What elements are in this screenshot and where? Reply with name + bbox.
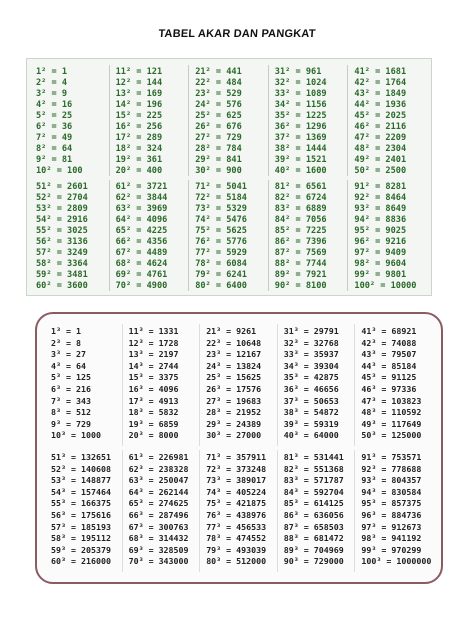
cube-entry: 79³ = 493039 — [206, 544, 267, 555]
cube-entry: 81³ = 531441 — [283, 452, 344, 462]
square-entry: 65² = 4225 — [115, 226, 168, 236]
cube-entry: 65³ = 274625 — [128, 498, 189, 509]
square-entry: 90² = 8100 — [274, 281, 327, 291]
square-entry: 89² = 7921 — [274, 270, 327, 280]
cube-entry: 95³ = 857375 — [361, 498, 422, 509]
square-entry: 99² = 9801 — [354, 270, 407, 280]
square-entry: 26² = 676 — [195, 122, 242, 132]
square-entry: 52² = 2704 — [36, 193, 88, 203]
cube-entry: 75³ = 421875 — [206, 498, 267, 509]
square-entry: 63² = 3969 — [115, 204, 168, 214]
square-block-top-1 — [30, 65, 110, 176]
cube-entry: 68³ = 314432 — [128, 533, 189, 544]
square-entry: 6² = 36 — [36, 122, 73, 132]
square-entry: 54² = 2916 — [36, 215, 88, 225]
square-entry: 27² = 729 — [195, 133, 242, 143]
square-entry: 60² = 3600 — [36, 281, 88, 291]
cube-entry: 55³ = 166375 — [51, 498, 111, 509]
square-entry: 20² = 400 — [115, 166, 163, 176]
square-entry: 23² = 529 — [195, 89, 242, 99]
square-entry: 78² = 6084 — [195, 259, 247, 269]
square-entry: 10² = 100 — [36, 166, 83, 176]
cube-entry: 42³ = 74088 — [361, 337, 417, 348]
square-entry: 81² = 6561 — [274, 182, 327, 192]
square-entry: 87² = 7569 — [274, 248, 327, 258]
square-entry: 74² = 5476 — [195, 215, 247, 225]
square-entry: 33² = 1089 — [274, 89, 327, 99]
cube-entry: 83³ = 571787 — [283, 475, 344, 486]
cube-entry: 27³ = 19683 — [206, 395, 262, 406]
square-entry: 25² = 625 — [195, 111, 242, 121]
square-entry: 77² = 5929 — [195, 248, 247, 258]
square-entry: 95² = 9025 — [354, 226, 407, 236]
square-block-top-3 — [189, 65, 269, 176]
square-entry: 61² = 3721 — [115, 182, 168, 192]
square-entry: 100² = 10000 — [354, 281, 417, 291]
cube-entry: 48³ = 110592 — [361, 407, 422, 418]
cube-entry: 59³ = 205379 — [51, 544, 111, 555]
square-block-top-5 — [348, 65, 428, 176]
cube-entry: 23³ = 12167 — [206, 349, 262, 360]
cube-entry: 34³ = 39304 — [283, 360, 339, 371]
cube-block-bottom-4 — [278, 450, 356, 572]
cube-entry: 30³ = 27000 — [206, 430, 262, 441]
square-block-bottom-5 — [348, 180, 428, 291]
cube-entry: 28³ = 21952 — [206, 407, 262, 418]
square-entry: 34² = 1156 — [274, 100, 327, 110]
cube-entry: 100³ = 1000000 — [361, 556, 432, 567]
square-entry: 50² = 2500 — [354, 166, 407, 176]
square-entry: 24² = 576 — [195, 100, 242, 110]
square-entry: 92² = 8464 — [354, 193, 407, 203]
cube-entry: 10³ = 1000 — [51, 430, 101, 441]
cube-entry: 56³ = 175616 — [51, 509, 111, 520]
square-entry: 14² = 196 — [115, 100, 163, 110]
square-entry: 11² = 121 — [115, 67, 163, 77]
square-entry: 36² = 1296 — [274, 122, 327, 132]
square-entry: 18² = 324 — [115, 144, 163, 154]
cube-entry: 32³ = 32768 — [283, 337, 339, 348]
square-entry: 59² = 3481 — [36, 270, 88, 280]
cube-entry: 14³ = 2744 — [128, 360, 179, 371]
cube-entry: 4³ = 64 — [51, 360, 86, 371]
square-entry: 31² = 961 — [274, 67, 322, 77]
square-entry: 42² = 1764 — [354, 78, 407, 88]
square-entry: 88² = 7744 — [274, 259, 327, 269]
square-entry: 68² = 4624 — [115, 259, 168, 269]
cube-entry: 49³ = 117649 — [361, 418, 422, 429]
cube-entry: 72³ = 373248 — [206, 463, 267, 474]
square-entry: 73² = 5329 — [195, 204, 247, 214]
square-entry: 41² = 1681 — [354, 67, 407, 77]
square-entry: 85² = 7225 — [274, 226, 327, 236]
square-entry: 9² = 81 — [36, 155, 73, 165]
square-entry: 19² = 361 — [115, 155, 163, 165]
square-entry: 4² = 16 — [36, 100, 73, 110]
square-entry: 15² = 225 — [115, 111, 163, 121]
cube-entry: 82³ = 551368 — [283, 463, 344, 474]
square-entry: 82² = 6724 — [274, 193, 327, 203]
page-title: TABEL AKAR DAN PANGKAT — [157, 28, 316, 40]
square-block-bottom-4 — [269, 180, 349, 291]
cube-entry: 98³ = 941192 — [361, 533, 422, 544]
square-entry: 7² = 49 — [36, 133, 73, 143]
cube-block-top-4 — [278, 324, 356, 446]
square-entry: 35² = 1225 — [274, 111, 327, 121]
cube-entry: 73³ = 389017 — [206, 475, 267, 486]
cube-entry: 24³ = 13824 — [206, 360, 262, 371]
square-entry: 46² = 2116 — [354, 122, 407, 132]
square-entry: 96² = 9216 — [354, 237, 407, 247]
square-entry: 93² = 8649 — [354, 204, 407, 214]
cube-block-top-2 — [123, 324, 201, 446]
cube-entry: 74³ = 405224 — [206, 486, 267, 497]
square-entry: 97² = 9409 — [354, 248, 407, 258]
cube-entry: 67³ = 300763 — [128, 521, 189, 532]
square-entry: 38² = 1444 — [274, 144, 327, 154]
cube-entry: 69³ = 328509 — [128, 544, 189, 555]
cube-entry: 92³ = 778688 — [361, 463, 422, 474]
square-entry: 69² = 4761 — [115, 270, 168, 280]
square-entry: 5² = 25 — [36, 111, 73, 121]
cube-entry: 93³ = 804357 — [361, 475, 422, 486]
square-entry: 53² = 2809 — [36, 204, 88, 214]
cube-block-top-5 — [355, 324, 433, 446]
square-block-top-2 — [110, 65, 190, 176]
cube-entry: 77³ = 456533 — [206, 521, 267, 532]
square-entry: 47² = 2209 — [354, 133, 407, 143]
cube-entry: 96³ = 884736 — [361, 509, 422, 520]
square-entry: 64² = 4096 — [115, 215, 168, 225]
cube-entry: 31³ = 29791 — [283, 326, 339, 336]
square-entry: 67² = 4489 — [115, 248, 168, 258]
cube-entry: 25³ = 15625 — [206, 372, 262, 383]
cube-entry: 47³ = 103823 — [361, 395, 422, 406]
square-entry: 57² = 3249 — [36, 248, 88, 258]
cube-entry: 36³ = 46656 — [283, 383, 339, 394]
cube-entry: 85³ = 614125 — [283, 498, 344, 509]
cube-entry: 97³ = 912673 — [361, 521, 422, 532]
cube-entry: 58³ = 195112 — [51, 533, 111, 544]
square-entry: 12² = 144 — [115, 78, 163, 88]
cube-entry: 90³ = 729000 — [283, 556, 344, 567]
square-entry: 17² = 289 — [115, 133, 163, 143]
square-entry: 91² = 8281 — [354, 182, 407, 192]
square-entry: 32² = 1024 — [274, 78, 327, 88]
cube-entry: 5³ = 125 — [51, 372, 91, 383]
cube-entry: 26³ = 17576 — [206, 383, 262, 394]
square-entry: 43² = 1849 — [354, 89, 407, 99]
cube-entry: 9³ = 729 — [51, 418, 91, 429]
cube-entry: 66³ = 287496 — [128, 509, 189, 520]
square-entry: 3² = 9 — [36, 89, 68, 99]
square-entry: 94² = 8836 — [354, 215, 407, 225]
square-entry: 79² = 6241 — [195, 270, 247, 280]
cube-entry: 76³ = 438976 — [206, 509, 267, 520]
cube-entry: 40³ = 64000 — [283, 430, 339, 441]
cube-entry: 91³ = 753571 — [361, 452, 422, 462]
cube-entry: 84³ = 592704 — [283, 486, 344, 497]
cube-entry: 39³ = 59319 — [283, 418, 339, 429]
cube-entry: 78³ = 474552 — [206, 533, 267, 544]
cubes-table — [35, 312, 443, 584]
cube-entry: 15³ = 3375 — [128, 372, 179, 383]
square-entry: 70² = 4900 — [115, 281, 168, 291]
cube-entry: 60³ = 216000 — [51, 556, 111, 567]
square-entry: 58² = 3364 — [36, 259, 88, 269]
square-entry: 75² = 5625 — [195, 226, 247, 236]
cube-block-top-1 — [45, 324, 123, 446]
cube-entry: 18³ = 5832 — [128, 407, 179, 418]
cube-entry: 61³ = 226981 — [128, 452, 189, 462]
cube-entry: 86³ = 636056 — [283, 509, 344, 520]
cube-entry: 51³ = 132651 — [51, 452, 111, 462]
square-entry: 1² = 1 — [36, 67, 68, 77]
cube-entry: 94³ = 830584 — [361, 486, 422, 497]
cube-entry: 6³ = 216 — [51, 383, 91, 394]
cube-entry: 20³ = 8000 — [128, 430, 179, 441]
square-entry: 76² = 5776 — [195, 237, 247, 247]
square-entry: 45² = 2025 — [354, 111, 407, 121]
square-entry: 44² = 1936 — [354, 100, 407, 110]
square-entry: 62² = 3844 — [115, 193, 168, 203]
cube-entry: 88³ = 681472 — [283, 533, 344, 544]
square-entry: 28² = 784 — [195, 144, 242, 154]
square-entry: 72² = 5184 — [195, 193, 247, 203]
cube-entry: 35³ = 42875 — [283, 372, 339, 383]
cube-entry: 37³ = 50653 — [283, 395, 339, 406]
square-entry: 30² = 900 — [195, 166, 242, 176]
cube-block-top-3 — [200, 324, 278, 446]
square-entry: 86² = 7396 — [274, 237, 327, 247]
square-block-bottom-1 — [30, 180, 110, 291]
square-entry: 21² = 441 — [195, 67, 242, 77]
cube-entry: 52³ = 140608 — [51, 463, 111, 474]
cube-entry: 44³ = 85184 — [361, 360, 417, 371]
square-entry: 13² = 169 — [115, 89, 163, 99]
square-entry: 84² = 7056 — [274, 215, 327, 225]
cube-entry: 29³ = 24389 — [206, 418, 262, 429]
square-entry: 49² = 2401 — [354, 155, 407, 165]
cube-entry: 11³ = 1331 — [128, 326, 179, 336]
cube-entry: 16³ = 4096 — [128, 383, 179, 394]
square-entry: 22² = 484 — [195, 78, 242, 88]
cube-block-bottom-3 — [200, 450, 278, 572]
cube-entry: 99³ = 970299 — [361, 544, 422, 555]
cube-entry: 8³ = 512 — [51, 407, 91, 418]
cube-entry: 64³ = 262144 — [128, 486, 189, 497]
square-block-top-4 — [269, 65, 349, 176]
cube-entry: 7³ = 343 — [51, 395, 91, 406]
cube-entry: 41³ = 68921 — [361, 326, 417, 336]
square-block-bottom-2 — [110, 180, 190, 291]
cube-entry: 33³ = 35937 — [283, 349, 339, 360]
cube-entry: 46³ = 97336 — [361, 383, 417, 394]
cube-entry: 89³ = 704969 — [283, 544, 344, 555]
squares-table — [26, 58, 432, 296]
cube-entry: 54³ = 157464 — [51, 486, 111, 497]
cube-entry: 63³ = 250047 — [128, 475, 189, 486]
square-entry: 8² = 64 — [36, 144, 73, 154]
cube-entry: 53³ = 148877 — [51, 475, 111, 486]
cube-entry: 71³ = 357911 — [206, 452, 267, 462]
cube-entry: 12³ = 1728 — [128, 337, 179, 348]
cube-entry: 38³ = 54872 — [283, 407, 339, 418]
square-entry: 98² = 9604 — [354, 259, 407, 269]
cube-entry: 22³ = 10648 — [206, 337, 262, 348]
cube-block-bottom-1 — [45, 450, 123, 572]
cube-entry: 19³ = 6859 — [128, 418, 179, 429]
square-block-bottom-3 — [189, 180, 269, 291]
square-entry: 56² = 3136 — [36, 237, 88, 247]
cube-entry: 1³ = 1 — [51, 326, 81, 336]
square-entry: 66² = 4356 — [115, 237, 168, 247]
cube-entry: 80³ = 512000 — [206, 556, 267, 567]
cube-entry: 70³ = 343000 — [128, 556, 189, 567]
square-entry: 39² = 1521 — [274, 155, 327, 165]
cube-entry: 13³ = 2197 — [128, 349, 179, 360]
cube-entry: 43³ = 79507 — [361, 349, 417, 360]
cube-entry: 3³ = 27 — [51, 349, 86, 360]
cube-block-bottom-5 — [355, 450, 433, 572]
cube-entry: 87³ = 658503 — [283, 521, 344, 532]
squares-grid — [30, 65, 428, 291]
square-entry: 71² = 5041 — [195, 182, 247, 192]
cube-entry: 21³ = 9261 — [206, 326, 257, 336]
square-entry: 83² = 6889 — [274, 204, 327, 214]
cube-entry: 45³ = 91125 — [361, 372, 417, 383]
cube-entry: 2³ = 8 — [51, 337, 81, 348]
square-entry: 48² = 2304 — [354, 144, 407, 154]
cubes-grid — [45, 324, 433, 572]
square-entry: 55² = 3025 — [36, 226, 88, 236]
square-entry: 37² = 1369 — [274, 133, 327, 143]
square-entry: 40² = 1600 — [274, 166, 327, 176]
cube-entry: 17³ = 4913 — [128, 395, 179, 406]
square-entry: 29² = 841 — [195, 155, 242, 165]
cube-entry: 50³ = 125000 — [361, 430, 422, 441]
square-entry: 16² = 256 — [115, 122, 163, 132]
cube-entry: 62³ = 238328 — [128, 463, 189, 474]
cube-block-bottom-2 — [123, 450, 201, 572]
square-entry: 2² = 4 — [36, 78, 68, 88]
cube-entry: 57³ = 185193 — [51, 521, 111, 532]
square-entry: 80² = 6400 — [195, 281, 247, 291]
square-entry: 51² = 2601 — [36, 182, 88, 192]
